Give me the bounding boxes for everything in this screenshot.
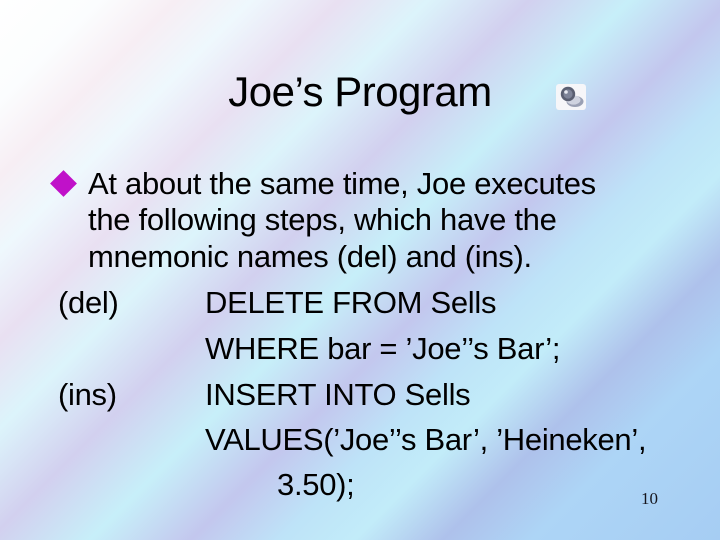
sql-line-values: VALUES(’Joe’’s Bar’, ’Heineken’, xyxy=(205,422,647,457)
page-number: 10 xyxy=(641,489,658,508)
ins-label: (ins) xyxy=(58,377,117,412)
sql-line-delete: DELETE FROM Sells xyxy=(205,285,497,320)
diamond-bullet-icon xyxy=(50,170,77,197)
bullet-line-1: At about the same time, Joe executes xyxy=(88,166,596,201)
bullet-line-3: mnemonic names (del) and (ins). xyxy=(88,239,532,274)
del-label: (del) xyxy=(58,285,119,320)
sql-line-insert: INSERT INTO Sells xyxy=(205,377,471,412)
bullet-line-2: the following steps, which have the xyxy=(88,202,557,237)
sql-line-values-continued: 3.50); xyxy=(277,467,355,502)
speaker-icon[interactable] xyxy=(556,84,586,110)
page-title: Joe’s Program xyxy=(228,68,492,115)
sql-line-where: WHERE bar = ’Joe’’s Bar’; xyxy=(205,331,561,366)
